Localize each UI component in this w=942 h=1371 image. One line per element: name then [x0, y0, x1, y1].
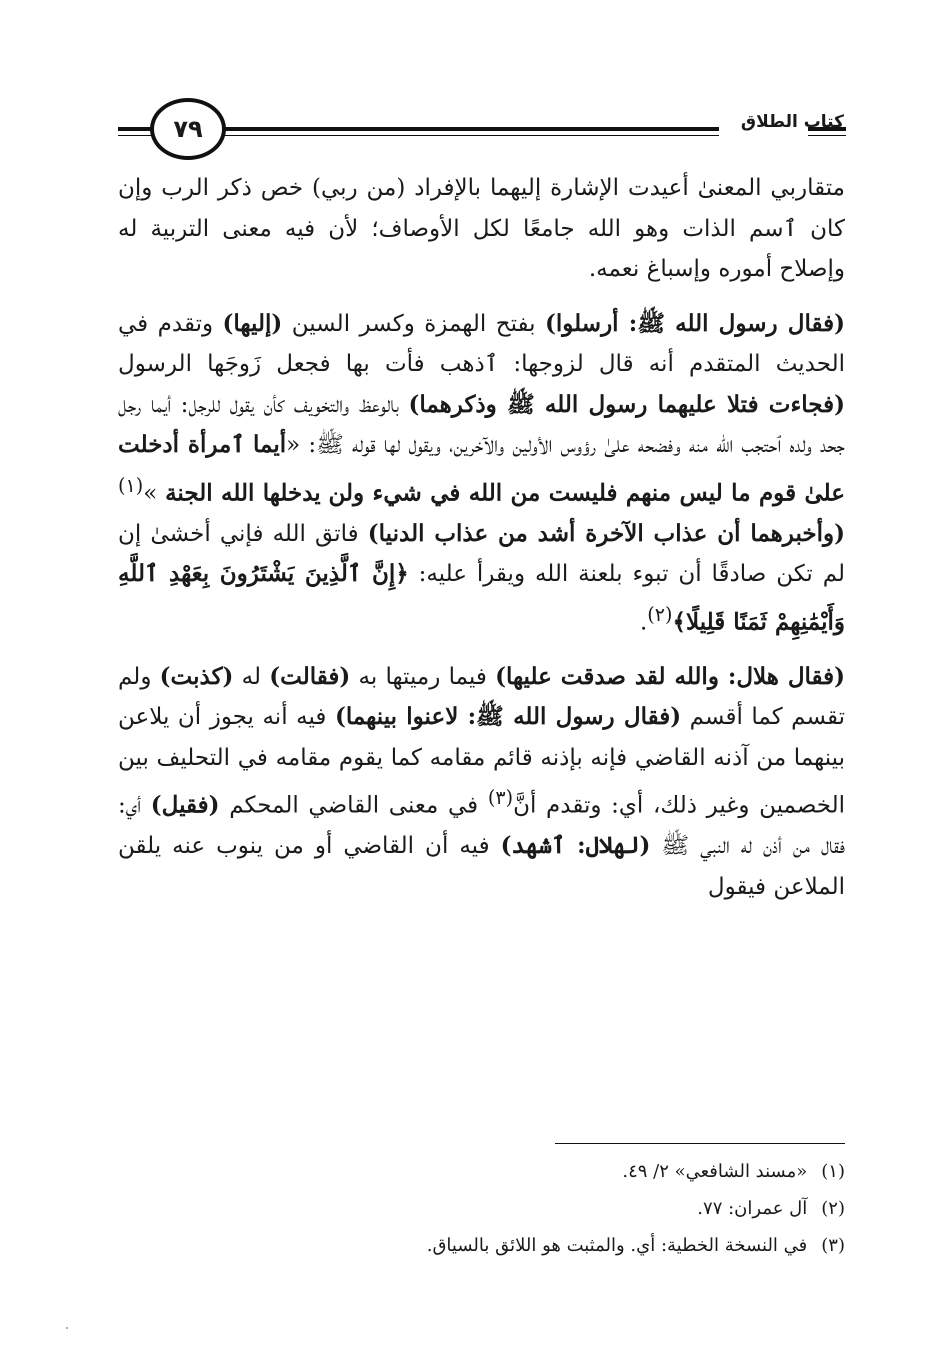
text-run: وتقدم [157, 310, 214, 337]
bold-phrase: (إليها) [222, 309, 283, 337]
footnote-separator [555, 1143, 845, 1144]
header-rule-middle [224, 127, 719, 131]
paragraph-1 [118, 168, 845, 290]
hadith-quote: أيما [253, 431, 287, 458]
text-line: متقاربي المعنىٰ أعيدت الإشارة إليهما بالإفراد (من ربي) خص ذكر الرب [161, 175, 845, 201]
paragraph-2 [118, 304, 845, 643]
text-run: له [241, 663, 262, 690]
text-run: أي: فقال من أذن له النبي ﷺ [118, 792, 846, 860]
text-line: له وإصلاح أموره وإسباغ نعمه. [118, 215, 845, 282]
footnotes [118, 1153, 845, 1264]
bold-phrase: (فقيل) [150, 791, 220, 819]
bold-phrase: (فقال رسول الله ﷺ: لاعنوا بينهما) [334, 703, 682, 731]
text-run: . [639, 609, 648, 636]
text-run: الرسول [118, 351, 192, 377]
footnote-number: (٢) [821, 1198, 845, 1219]
footnote-item [118, 1190, 845, 1227]
quran-verse: ﴿إِنَّ ٱلَّذِينَ يَشْتَرُونَ بِعَهْدِ ٱللَّهِ وَأَيْمَٰنِهِمْ ثَمَنًا قَلِيلًا﴾ [118, 560, 845, 636]
text-run: ولم تقسم كما أقسم [118, 663, 846, 731]
footnote-number: (٣) [821, 1235, 845, 1256]
footnote-item [118, 1153, 845, 1190]
footnote-item [118, 1227, 845, 1264]
header-rule-left [118, 127, 152, 131]
text-run: فيه [296, 704, 327, 731]
bold-phrase: (فقالت) [269, 662, 351, 690]
footnote-ref: (١) [118, 473, 144, 497]
hadith-quote: ٱمرأة أدخلت علىٰ قوم ما ليس منهم فليست من الله في شيء ولن [118, 431, 845, 507]
bold-phrase: (وأخبرهما أن عذاب الآخرة أشد من عذاب الدنيا) [367, 519, 846, 547]
footnote-text: آل عمران: ٧٧. [697, 1198, 808, 1219]
text-run: » [143, 480, 158, 507]
bold-phrase: (فقال رسول الله ﷺ: أرسلوا) [545, 309, 845, 337]
footnote-text: «مسند الشافعي» ٢/ ٤٩. [622, 1161, 808, 1182]
footnote-ref: (٣) [487, 786, 514, 810]
header-rule-right-thin [808, 135, 846, 136]
bold-phrase: (فجاءت فتلا عليهما رسول الله ﷺ وذكرهما) [408, 390, 845, 418]
text-run: فيما رميتها به [358, 663, 487, 690]
text-line: والتخويف كأن يقول للرجل: أيما رجل جحد ولده ٱحتجب الله منه [118, 391, 846, 458]
text-run: وفضحه علىٰ رؤوس الأولين والآخرين، ويقول لها قوله ﷺ: « [286, 432, 681, 458]
text-run: يقوم مقامه في التحليف بين الخصمين وغير ذلك، أي: وتقدم أنَّ [118, 744, 846, 819]
bold-phrase: (كذبت) [159, 662, 234, 690]
scan-speck [66, 1327, 68, 1329]
footnote-number: (١) [821, 1161, 845, 1182]
header-rule-middle-thin [224, 135, 719, 136]
footnote-text: في النسخة الخطية: أي. والمثبت هو اللائق بالسياق. [426, 1235, 808, 1256]
page-number: ٧٩ [150, 98, 226, 160]
header-rule-left-thin [118, 135, 152, 136]
text-line: فاتق الله فإني أخشىٰ إن لم تكن صادقًا أن تبوء بلعنة الله ويقرأ عليه: [118, 520, 846, 588]
hadith-quote: يدخلها الله الجنة [165, 479, 321, 507]
page-header [0, 90, 942, 170]
main-text [118, 168, 845, 907]
running-title: كتاب الطلاق [740, 112, 844, 132]
text-run: بفتح الهمزة وكسر السين [291, 310, 536, 337]
text-run: بالوعظ [358, 391, 399, 418]
text-line: وإن كان ٱسم الذات وهو الله جامعًا لكل الأوصاف؛ لأن فيه معنى التربية [118, 175, 846, 242]
footnote-ref: (٢) [647, 602, 673, 626]
paragraph-3 [118, 657, 845, 908]
text-line: في الحديث المتقدم أنه قال لزوجها: ٱذهب فأت بها فجعل زَوجَها [118, 310, 846, 377]
bold-phrase: (لهلال: ٱشهد) [500, 832, 651, 860]
text-line: أنه يجوز أن يلاعن بينهما من آذنه القاضي فإنه بإذنه قائم مقامه كما [118, 704, 845, 771]
bold-phrase: (فقال هلال: والله لقد صدقت عليها) [495, 662, 846, 690]
text-run: في معنى القاضي المحكم [229, 792, 479, 819]
text-run: فيه أن القاضي أو من ينوب عنه يلقن الملاعن فيقول [118, 833, 845, 900]
